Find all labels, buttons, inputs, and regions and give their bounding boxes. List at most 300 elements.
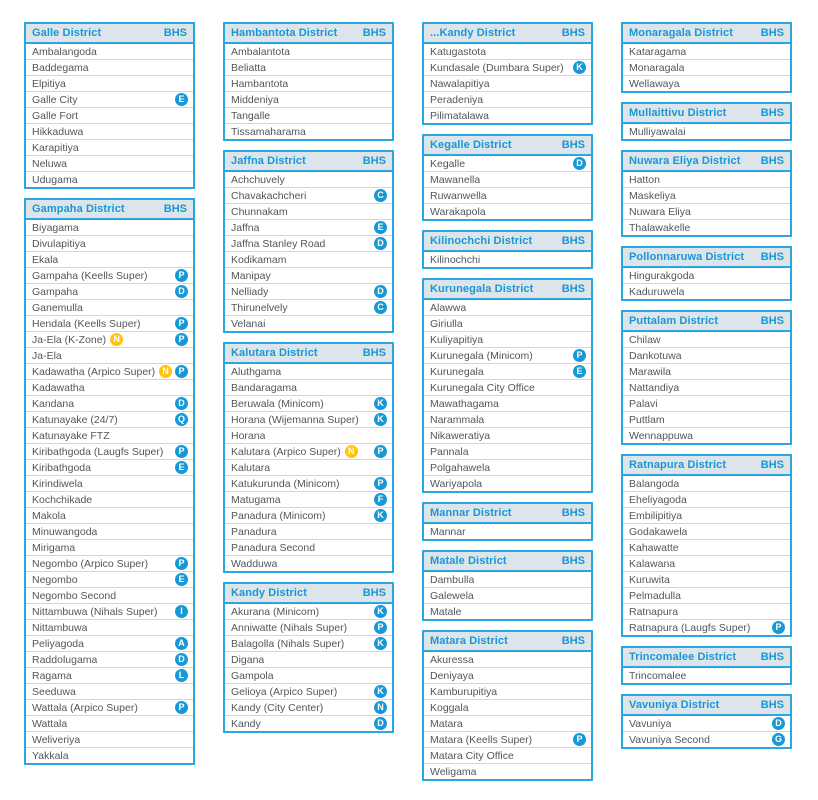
table-row [225,476,392,492]
bhs-column-label: BHS [561,283,585,295]
location-cell [231,654,264,666]
location-label: Eheliyagoda [629,493,687,506]
location-cell [32,638,84,650]
location-cell [32,590,116,602]
table-row [225,76,392,92]
bhs-badge-icon: E [175,93,188,106]
table-row [26,172,193,187]
new-badge-icon: N [345,445,358,458]
table-row [424,700,591,716]
bhs-badge-icon: K [573,61,586,74]
location-cell [32,302,83,314]
location-cell [430,302,466,314]
district-header [225,344,392,364]
location-label: Deniyaya [430,669,474,682]
location-cell [430,110,489,122]
location-cell [629,430,693,442]
location-label: Kadawatha [32,381,85,394]
location-label: Panadura Second [231,541,316,554]
table-row [424,316,591,332]
location-label: Kaduruwela [629,285,685,298]
table-row [424,172,591,188]
district-title: Kurunegala District [430,283,534,295]
location-label: Elpitiya [32,77,66,90]
table-row [225,412,392,428]
table-row [225,668,392,684]
location-cell [231,430,265,442]
bhs-badge-icon: Q [175,413,188,426]
bhs-column-label: BHS [760,315,784,327]
location-cell [231,462,270,474]
location-cell [32,110,78,122]
location-cell [430,414,484,426]
location-label: Maskeliya [629,189,676,202]
district-header [424,280,591,300]
location-cell [430,462,490,474]
table-row [623,604,790,620]
location-label: Dambulla [430,573,475,586]
location-label: Kalutara (Arpico Super) [231,445,341,458]
location-label: Narammala [430,413,485,426]
table-row [26,364,193,380]
district-header [424,632,591,652]
location-cell [629,718,671,730]
district-box-trincomalee-district [621,646,792,685]
table-row [623,60,790,76]
location-label: Gampola [231,669,274,682]
table-row [26,636,193,652]
location-label: Ekala [32,253,59,266]
location-cell [32,318,141,330]
district-title: Matara District [430,635,508,647]
district-title: Vavuniya District [629,699,720,711]
location-label: Kiribathgoda [32,461,91,474]
location-cell [629,510,682,522]
table-row [225,492,392,508]
district-box-puttalam-district [621,310,792,445]
location-cell [430,398,499,410]
table-row [623,172,790,188]
location-cell [231,510,326,522]
location-label: Ja-Ela [32,349,62,362]
district-title: Gampaha District [32,203,125,215]
location-label: Digana [231,653,265,666]
location-label: Kurunegala (Minicom) [430,349,533,362]
table-row [26,396,193,412]
table-row [26,476,193,492]
table-row [424,364,591,380]
table-row [26,108,193,124]
location-cell [231,110,270,122]
location-cell [32,654,97,666]
location-label: Mulliyawalai [629,125,686,138]
table-row [225,236,392,252]
location-cell [629,574,670,586]
location-label: Nittambuwa [32,621,88,634]
bhs-badge-icon: D [573,157,586,170]
location-label: Matugama [231,493,281,506]
location-cell [430,574,474,586]
location-label: Chavakachcheri [231,189,307,202]
location-label: Horana (Wijemanna Super) [231,413,359,426]
table-row [623,668,790,683]
location-label: Panadura (Minicom) [231,509,326,522]
table-row [26,412,193,428]
table-row [26,716,193,732]
bhs-badge-icon: K [374,397,387,410]
district-title: Kalutara District [231,347,318,359]
table-row [424,684,591,700]
location-cell [231,414,359,426]
location-label: Matara City Office [430,749,514,762]
district-title: Mannar District [430,507,512,519]
bhs-badge-icon: P [772,621,785,634]
location-cell [430,718,463,730]
district-box-mullaittivu-district [621,102,792,141]
table-row [26,524,193,540]
location-cell [231,526,277,538]
new-badge-icon: N [110,333,123,346]
table-row [623,268,790,284]
location-cell [629,670,686,682]
location-cell [430,350,533,362]
district-title: Hambantota District [231,27,338,39]
location-cell [430,334,483,346]
district-title: Kegalle District [430,139,512,151]
location-label: Katukurunda (Minicom) [231,477,340,490]
location-cell [32,46,97,58]
bhs-column-label: BHS [760,651,784,663]
table-row [225,364,392,380]
table-row [225,188,392,204]
table-row [623,124,790,139]
location-label: Mawathagama [430,397,499,410]
location-cell [32,686,76,698]
location-cell [231,190,306,202]
location-label: Kundasale (Dumbara Super) [430,61,564,74]
location-label: Wennappuwa [629,429,694,442]
bhs-badge-icon: D [175,397,188,410]
location-label: Nattandiya [629,381,680,394]
location-label: Matara (Keells Super) [430,733,533,746]
location-label: Tangalle [231,109,271,122]
table-row [424,252,591,267]
table-row [26,700,193,716]
location-cell [629,622,750,634]
location-cell [430,446,469,458]
location-cell [231,206,288,218]
location-label: Warakapola [430,205,486,218]
table-row [424,652,591,668]
table-row [424,460,591,476]
location-cell [32,558,148,570]
location-cell [32,414,118,426]
location-cell [430,606,462,618]
location-label: Kurunegala [430,365,484,378]
table-row [26,604,193,620]
location-label: Beruwala (Minicom) [231,397,324,410]
bhs-column-label: BHS [561,635,585,647]
district-title: Monaragala District [629,27,733,39]
table-row [26,220,193,236]
table-row [26,732,193,748]
location-cell [629,382,679,394]
location-label: Negombo Second [32,589,117,602]
table-row [26,748,193,763]
table-row [424,188,591,204]
table-row [225,316,392,331]
location-label: Marawila [629,365,672,378]
location-cell [430,62,564,74]
table-row [26,156,193,172]
table-row [26,268,193,284]
table-row [225,604,392,620]
location-label: Beliatta [231,61,267,74]
location-label: Kahawatte [629,541,679,554]
table-row [26,44,193,60]
location-cell [32,254,58,266]
location-label: Neluwa [32,157,68,170]
district-header [26,24,193,44]
location-label: Wattala (Arpico Super) [32,701,138,714]
location-cell [32,333,123,346]
bhs-badge-icon: P [573,349,586,362]
district-title: Trincomalee District [629,651,737,663]
table-row [623,348,790,364]
district-box-jaffna-district [223,150,394,333]
bhs-badge-icon: E [374,221,387,234]
location-cell [231,558,277,570]
table-row [424,668,591,684]
table-row [225,716,392,731]
bhs-badge-icon: C [374,189,387,202]
location-cell [430,430,490,442]
district-header [623,24,790,44]
bhs-badge-icon: E [573,365,586,378]
location-cell [231,318,265,330]
bhs-badge-icon: D [374,717,387,730]
location-label: Nuwara Eliya [629,205,691,218]
location-cell [629,46,686,58]
location-label: Gampaha [32,285,79,298]
location-label: Katugastota [430,45,487,58]
location-cell [231,718,261,730]
location-label: Kochchikade [32,493,93,506]
table-row [225,44,392,60]
bhs-column-label: BHS [760,107,784,119]
location-cell [430,654,474,666]
table-row [225,684,392,700]
district-title: Mullaittivu District [629,107,727,119]
location-cell [32,622,87,634]
location-label: Chilaw [629,333,661,346]
column-2 [223,22,394,742]
district-title: Pollonnaruwa District [629,251,745,263]
location-cell [430,750,514,762]
bhs-badge-icon: F [374,493,387,506]
location-cell [629,78,680,90]
location-label: Embilipitiya [629,509,683,522]
location-label: Galle Fort [32,109,79,122]
location-label: Ruwanwella [430,189,487,202]
district-title: Kilinochchi District [430,235,533,247]
table-row [623,396,790,412]
location-label: Weligama [430,765,477,778]
district-box-kegalle-district [422,134,593,221]
location-cell [629,286,684,298]
district-box-matale-district [422,550,593,621]
district-header [623,248,790,268]
location-label: Nikaweratiya [430,429,491,442]
table-row [424,60,591,76]
location-label: Katunayake FTZ [32,429,110,442]
location-label: Yakkala [32,749,69,762]
table-row [225,428,392,444]
location-cell [430,702,469,714]
location-label: Thalawakelle [629,221,691,234]
location-cell [32,126,83,138]
bhs-column-label: BHS [760,459,784,471]
location-label: Vavuniya [629,717,672,730]
location-label: Udugama [32,173,78,186]
location-label: Achchuvely [231,173,285,186]
location-cell [231,174,285,186]
table-row [424,380,591,396]
location-label: Divulapitiya [32,237,86,250]
location-label: Kirindiwela [32,477,83,490]
location-cell [430,46,486,58]
location-label: Velanai [231,317,266,330]
location-cell [231,366,281,378]
table-row [225,396,392,412]
district-header [424,552,591,572]
table-row [26,556,193,572]
location-cell [231,126,306,138]
bhs-column-label: BHS [362,587,386,599]
bhs-badge-icon: E [175,461,188,474]
location-cell [231,302,288,314]
location-label: Peliyagoda [32,637,84,650]
location-cell [32,702,138,714]
bhs-column-label: BHS [561,235,585,247]
location-label: Raddolugama [32,653,98,666]
location-label: Seeduwa [32,685,76,698]
location-cell [32,462,91,474]
location-label: Hikkaduwa [32,125,84,138]
table-row [225,60,392,76]
location-cell [430,478,482,490]
location-cell [629,190,676,202]
district-title: Matale District [430,555,507,567]
district-title: Jaffna District [231,155,306,167]
table-row [26,428,193,444]
table-row [225,220,392,236]
location-label: Kataragama [629,45,687,58]
bhs-badge-icon: D [374,285,387,298]
district-header [225,24,392,44]
location-cell [430,734,532,746]
column-4 [621,22,792,758]
location-cell [629,398,658,410]
location-label: Baddegama [32,61,89,74]
bhs-badge-icon: K [374,509,387,522]
location-cell [231,686,337,698]
location-label: Peradeniya [430,93,484,106]
location-label: Biyagama [32,221,79,234]
location-label: Hatton [629,173,660,186]
table-row [26,236,193,252]
table-row [424,108,591,123]
bhs-badge-icon: P [175,701,188,714]
district-header [623,648,790,668]
table-row [225,300,392,316]
bhs-badge-icon: K [374,413,387,426]
table-row [26,124,193,140]
table-row [26,588,193,604]
location-label: Kuruwita [629,573,670,586]
location-label: Vavuniya Second [629,733,710,746]
location-cell [629,606,678,618]
bhs-column-label: BHS [362,27,386,39]
location-cell [231,238,325,250]
table-row [26,76,193,92]
location-cell [32,365,172,378]
bhs-badge-icon: D [175,285,188,298]
location-cell [32,526,97,538]
location-cell [629,558,675,570]
table-row [26,668,193,684]
location-label: Mannar [430,525,466,538]
table-row [26,444,193,460]
district-box-gampaha-district [24,198,195,765]
location-label: Weliveriya [32,733,81,746]
location-cell [32,142,79,154]
table-row [26,620,193,636]
bhs-badge-icon: P [175,333,188,346]
location-cell [629,350,682,362]
location-label: Ambalangoda [32,45,97,58]
district-header [225,584,392,604]
location-label: Pelmadulla [629,589,681,602]
bhs-badge-icon: N [374,701,387,714]
table-row [424,300,591,316]
location-label: Thirunelvely [231,301,288,314]
location-cell [430,158,465,170]
table-row [424,604,591,619]
bhs-column-label: BHS [362,155,386,167]
location-cell [430,670,474,682]
district-header [623,696,790,716]
location-label: Negombo [32,573,78,586]
bhs-badge-icon: K [374,685,387,698]
table-row [623,492,790,508]
table-row [225,108,392,124]
location-cell [231,622,347,634]
bhs-badge-icon: G [772,733,785,746]
location-label: Ja-Ela (K-Zone) [32,333,107,346]
bhs-badge-icon: E [175,573,188,586]
table-row [26,460,193,476]
location-cell [32,222,79,234]
location-cell [430,526,466,538]
location-cell [629,494,687,506]
location-cell [231,445,358,458]
location-cell [430,206,486,218]
location-cell [32,478,83,490]
location-cell [430,254,480,266]
table-row [26,508,193,524]
bhs-column-label: BHS [362,347,386,359]
